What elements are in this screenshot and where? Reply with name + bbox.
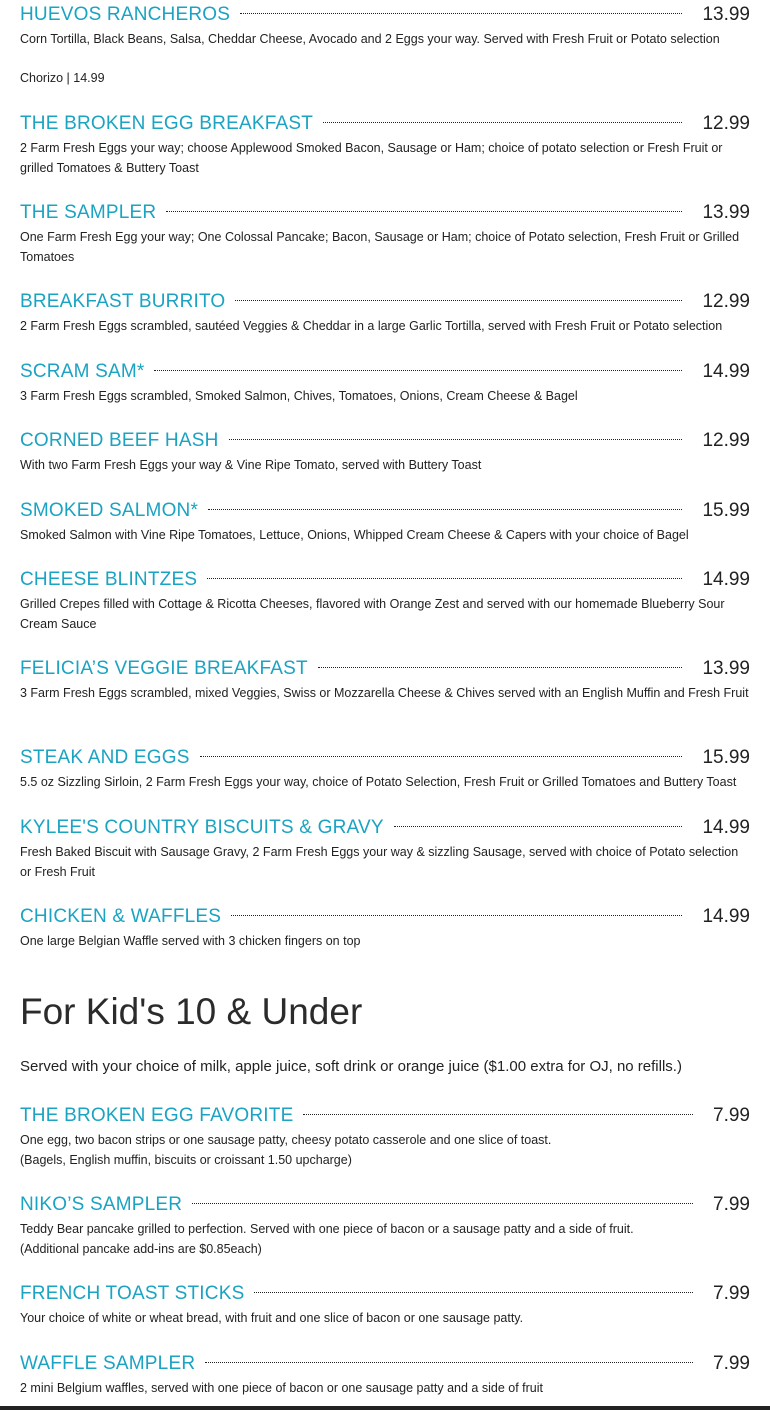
item-name: FELICIA’S VEGGIE BREAKFAST [20, 658, 308, 679]
menu-item [20, 744, 750, 792]
dot-leader [231, 915, 682, 916]
item-price: 14.99 [702, 569, 750, 590]
bottom-divider [0, 1406, 770, 1410]
item-description: 2 mini Belgium waffles, served with one piece of bacon or one sausage patty and a side of fruit [20, 1381, 543, 1395]
item-name: THE BROKEN EGG FAVORITE [20, 1105, 294, 1126]
dot-leader [200, 756, 683, 757]
item-description: Smoked Salmon with Vine Ripe Tomatoes, Lettuce, Onions, Whipped Cream Cheese & Capers with your choice of Bagel [20, 528, 689, 542]
kids-menu-item [20, 1350, 750, 1398]
item-name: STEAK AND EGGS [20, 747, 190, 768]
item-name: NIKO’S SAMPLER [20, 1194, 183, 1215]
item-name: KYLEE'S COUNTRY BISCUITS & GRAVY [20, 817, 384, 838]
item-description: Your choice of white or wheat bread, with fruit and one slice of bacon or one sausage patty. [20, 1311, 524, 1325]
item-price: 7.99 [713, 1105, 750, 1126]
menu-item [20, 288, 750, 336]
dot-leader [207, 578, 682, 579]
item-price: 14.99 [702, 817, 750, 838]
item-description: Corn Tortilla, Black Beans, Salsa, Cheddar Cheese, Avocado and 2 Eggs your way. Served with Fresh Fruit or Potato selection [20, 32, 720, 46]
dot-leader [303, 1114, 693, 1115]
dot-leader [318, 667, 683, 668]
item-description: 2 Farm Fresh Eggs your way; choose Applewood Smoked Bacon, Sausage or Ham; choice of potato selection or Fresh Fruit or grilled Tomatoes & Buttery Toast [20, 141, 723, 175]
item-description-note: (Bagels, English muffin, biscuits or croissant 1.50 upcharge) [20, 1153, 352, 1167]
dot-leader [192, 1203, 693, 1204]
dot-leader [229, 439, 683, 440]
item-name: THE SAMPLER [20, 202, 157, 223]
item-description: Teddy Bear pancake grilled to perfection. Served with one piece of bacon or a sausage patty and a side of fruit. [20, 1222, 634, 1236]
item-name: SCRAM SAM* [20, 361, 145, 382]
kids-menu-item [20, 1280, 750, 1328]
dot-leader [235, 300, 682, 301]
kids-section-note: Served with your choice of milk, apple juice, soft drink or orange juice ($1.00 extra for OJ, no refills.) [20, 1058, 682, 1075]
menu-item [20, 358, 750, 406]
menu-item [20, 566, 750, 634]
item-name: SMOKED SALMON* [20, 500, 199, 521]
item-description: One egg, two bacon strips or one sausage patty, cheesy potato casserole and one slice of toast. [20, 1133, 552, 1147]
kids-menu-item [20, 1191, 750, 1259]
item-price: 13.99 [702, 202, 750, 223]
item-description-note: (Additional pancake add-ins are $0.85each) [20, 1242, 262, 1256]
item-price: 7.99 [713, 1194, 750, 1215]
item-description: 2 Farm Fresh Eggs scrambled, sautéed Veggies & Cheddar in a large Garlic Tortilla, served with Fresh Fruit or Potato selection [20, 319, 723, 333]
kids-section-title: For Kid's 10 & Under [20, 991, 363, 1032]
item-description: 3 Farm Fresh Eggs scrambled, Smoked Salmon, Chives, Tomatoes, Onions, Cream Cheese & Bagel [20, 389, 578, 403]
dot-leader [240, 13, 682, 14]
item-price: 13.99 [702, 4, 750, 25]
dot-leader [323, 122, 682, 123]
item-price: 14.99 [702, 906, 750, 927]
menu-item [20, 814, 750, 882]
menu-item [20, 199, 750, 267]
menu-item [20, 903, 750, 951]
item-price: 7.99 [713, 1353, 750, 1374]
item-price: 13.99 [702, 658, 750, 679]
dot-leader [254, 1292, 693, 1293]
item-name: FRENCH TOAST STICKS [20, 1283, 245, 1304]
menu-item [20, 655, 750, 703]
item-price: 12.99 [702, 430, 750, 451]
dot-leader [205, 1362, 693, 1363]
kids-menu-item [20, 1102, 750, 1170]
item-price: 7.99 [713, 1283, 750, 1304]
item-name: HUEVOS RANCHEROS [20, 4, 231, 25]
item-description: Grilled Crepes filled with Cottage & Ricotta Cheeses, flavored with Orange Zest and served with our homemade Blueberry Sour Cream Sauce [20, 597, 725, 631]
item-name: CHEESE BLINTZES [20, 569, 198, 590]
dot-leader [154, 370, 682, 371]
item-name: CHICKEN & WAFFLES [20, 906, 222, 927]
item-price: 15.99 [702, 500, 750, 521]
menu-item [20, 1, 750, 85]
item-name: THE BROKEN EGG BREAKFAST [20, 113, 314, 134]
dot-leader [394, 826, 683, 827]
item-price: 12.99 [702, 113, 750, 134]
item-price: 14.99 [702, 361, 750, 382]
item-add-on: Chorizo | 14.99 [20, 71, 105, 85]
item-description: 5.5 oz Sizzling Sirloin, 2 Farm Fresh Eggs your way, choice of Potato Selection, Fresh Fruit or Grilled Tomatoes and Buttery Toast [20, 775, 737, 789]
item-name: BREAKFAST BURRITO [20, 291, 226, 312]
item-description: With two Farm Fresh Eggs your way & Vine Ripe Tomato, served with Buttery Toast [20, 458, 482, 472]
dot-leader [166, 211, 682, 212]
item-description: One large Belgian Waffle served with 3 chicken fingers on top [20, 934, 361, 948]
item-description: 3 Farm Fresh Eggs scrambled, mixed Veggies, Swiss or Mozzarella Cheese & Chives served with an English Muffin and Fresh Fruit [20, 686, 749, 700]
item-description: One Farm Fresh Egg your way; One Colossal Pancake; Bacon, Sausage or Ham; choice of Potato selection, Fresh Fruit or Grilled Tomatoes [20, 230, 740, 264]
menu-item [20, 497, 750, 545]
menu-item [20, 427, 750, 475]
item-name: CORNED BEEF HASH [20, 430, 219, 451]
menu-item [20, 110, 750, 178]
item-name: WAFFLE SAMPLER [20, 1353, 196, 1374]
item-price: 12.99 [702, 291, 750, 312]
item-description: Fresh Baked Biscuit with Sausage Gravy, 2 Farm Fresh Eggs your way & sizzling Sausage, served with choice of Potato selection or Fresh Fruit [20, 845, 739, 879]
dot-leader [208, 509, 682, 510]
item-price: 15.99 [702, 747, 750, 768]
